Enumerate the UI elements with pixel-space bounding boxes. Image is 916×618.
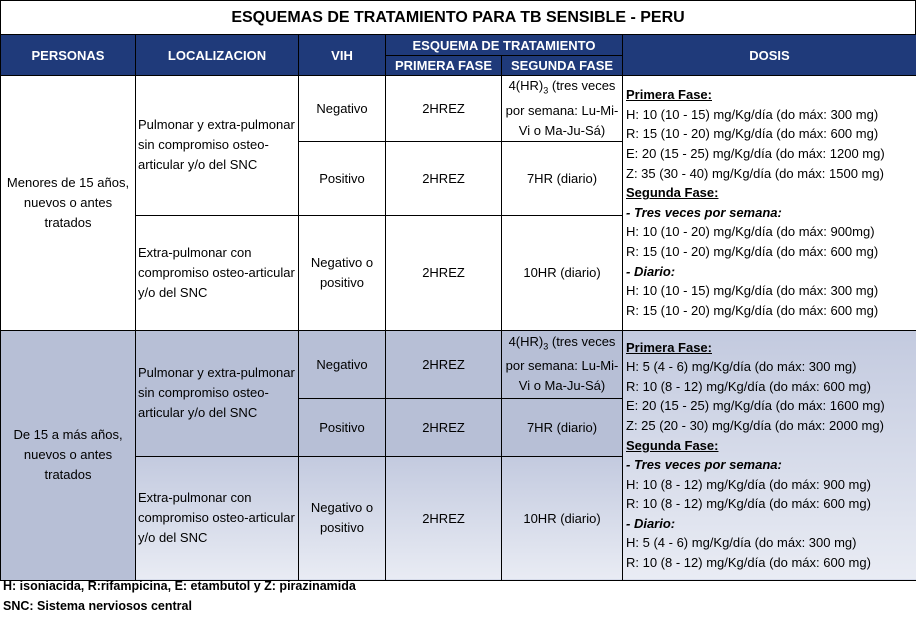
footer-notes (0, 576, 916, 616)
footer-snc-note: SNC: Sistema nerviosos central (3, 599, 192, 613)
primera-fase-cell: 2HREZ (386, 456, 502, 580)
vih-cell: Negativo o positivo (299, 215, 386, 330)
dose-line: H: 10 (10 - 15) mg/Kg/día (do máx: 300 mg) (626, 283, 879, 299)
localizacion-cell: Extra-pulmonar con compromiso osteo-articular y/o del SNC (136, 456, 299, 580)
vih-cell: Negativo (299, 330, 386, 398)
segunda-fase-subscript: 3 (543, 341, 549, 352)
segunda-fase-cell (502, 330, 623, 398)
dose-line: R: 10 (8 - 12) mg/Kg/día (do máx: 600 mg) (626, 496, 871, 512)
dose-line: R: 10 (8 - 12) mg/Kg/día (do máx: 600 mg) (626, 555, 871, 571)
primera-fase-cell: 2HREZ (386, 330, 502, 398)
dose-line: Z: 35 (30 - 40) mg/Kg/día (do máx: 1500 mg) (626, 165, 884, 181)
header-segunda-fase: SEGUNDA FASE (502, 56, 623, 76)
vih-cell: Negativo o positivo (299, 456, 386, 580)
dose-line: E: 20 (15 - 25) mg/Kg/día (do máx: 1600 mg) (626, 398, 885, 414)
dose-line: H: 10 (8 - 12) mg/Kg/día (do máx: 900 mg) (626, 476, 871, 492)
vih-cell: Positivo (299, 398, 386, 456)
segunda-fase-subscript: 3 (543, 85, 549, 96)
dosis-diario-label: - Diario: (626, 515, 676, 531)
localizacion-cell: Pulmonar y extra-pulmonar sin compromiso osteo-articular y/o del SNC (136, 330, 299, 456)
dose-line: R: 15 (10 - 20) mg/Kg/día (do máx: 600 mg) (626, 126, 879, 142)
dose-line: E: 20 (15 - 25) mg/Kg/día (do máx: 1200 mg) (626, 146, 885, 162)
segunda-fase-cell: 7HR (diario) (502, 398, 623, 456)
segunda-fase-cell: 10HR (diario) (502, 456, 623, 580)
header-dosis: DOSIS (623, 35, 916, 76)
dose-line: H: 5 (4 - 6) mg/Kg/día (do máx: 300 mg) (626, 359, 857, 375)
header-localizacion: LOCALIZACION (136, 35, 299, 76)
dose-line: H: 5 (4 - 6) mg/Kg/día (do máx: 300 mg) (626, 535, 857, 551)
footer-abbreviations: H: isoniacida, R:rifampicina, E: etambutol y Z: pirazinamida (3, 579, 356, 593)
dose-line: Z: 25 (20 - 30) mg/Kg/día (do máx: 2000 mg) (626, 417, 884, 433)
primera-fase-cell: 2HREZ (386, 76, 502, 142)
primera-fase-cell: 2HREZ (386, 215, 502, 330)
header-vih: VIH (299, 35, 386, 76)
dosis-primera-label: Primera Fase: (626, 87, 712, 103)
dosis-tres-label: - Tres veces por semana: (626, 457, 782, 473)
dosis-primera-label: Primera Fase: (626, 339, 712, 355)
dose-line: H: 10 (10 - 20) mg/Kg/día (do máx: 900mg) (626, 224, 875, 240)
header-esquema: ESQUEMA DE TRATAMIENTO (386, 35, 623, 56)
dose-line: R: 15 (10 - 20) mg/Kg/día (do máx: 600 mg) (626, 243, 879, 259)
vih-cell: Positivo (299, 141, 386, 215)
dosis-cell (623, 330, 916, 580)
segunda-fase-suffix: (tres veces por semana: Lu-Mi-Vi o Ma-Ju-Sá) (505, 78, 619, 138)
header-personas: PERSONAS (1, 35, 136, 76)
segunda-fase-prefix: 4(HR) (508, 78, 544, 93)
segunda-fase-cell: 10HR (diario) (502, 215, 623, 330)
localizacion-cell: Extra-pulmonar con compromiso osteo-articular y/o del SNC (136, 215, 299, 330)
table-title: ESQUEMAS DE TRATAMIENTO PARA TB SENSIBLE - PERU (0, 0, 916, 36)
localizacion-cell: Pulmonar y extra-pulmonar sin compromiso osteo-articular y/o del SNC (136, 76, 299, 216)
segunda-fase-cell: 7HR (diario) (502, 141, 623, 215)
dose-line: H: 10 (10 - 15) mg/Kg/día (do máx: 300 mg) (626, 106, 879, 122)
dosis-diario-label: - Diario: (626, 263, 676, 279)
dose-line: R: 15 (10 - 20) mg/Kg/día (do máx: 600 mg) (626, 302, 879, 318)
dosis-tres-label: - Tres veces por semana: (626, 204, 782, 220)
treatment-table (0, 34, 916, 581)
persona-cell: Menores de 15 años, nuevos o antes tratados (1, 76, 136, 331)
segunda-fase-prefix: 4(HR) (508, 333, 544, 349)
header-primera-fase: PRIMERA FASE (386, 56, 502, 76)
segunda-fase-suffix: (tres veces por semana: Lu-Mi-Vi o Ma-Ju-Sá) (505, 333, 619, 394)
dosis-segunda-label: Segunda Fase: (626, 437, 719, 453)
persona-cell: De 15 a más años, nuevos o antes tratados (1, 330, 136, 580)
primera-fase-cell: 2HREZ (386, 141, 502, 215)
dose-line: R: 10 (8 - 12) mg/Kg/día (do máx: 600 mg) (626, 378, 871, 394)
dosis-segunda-label: Segunda Fase: (626, 185, 719, 201)
segunda-fase-cell (502, 76, 623, 142)
vih-cell: Negativo (299, 76, 386, 142)
dosis-cell (623, 76, 916, 331)
primera-fase-cell: 2HREZ (386, 398, 502, 456)
